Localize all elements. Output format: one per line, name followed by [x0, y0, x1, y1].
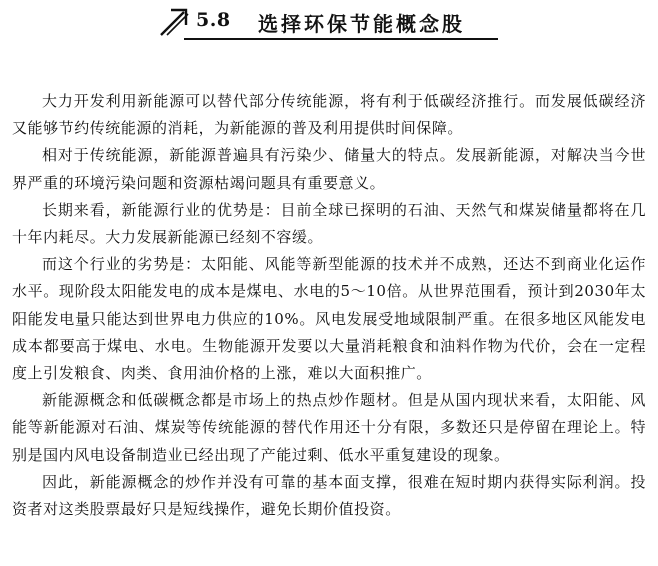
paragraph: 大力开发利用新能源可以替代部分传统能源，将有利于低碳经济推行。而发展低碳经济又能够节约传统能源的消耗，为新能源的普及利用提供时间保障。 — [12, 92, 646, 138]
paragraph: 新能源概念和低碳概念都是市场上的热点炒作题材。但是从国内现状来看，太阳能、风能等新能源对石油、煤炭等传统能源的替代作用还十分有限，多数还只是停留在理论上。特别是国内风电设备制造业已经出现了产能过剩、低水平重复建设的现象。 — [12, 391, 646, 464]
corner-arrow-icon — [158, 4, 192, 38]
section-title: 选择环保节能概念股 — [258, 12, 465, 36]
paragraph: 而这个行业的劣势是：太阳能、风能等新型能源的技术并不成熟，还达不到商业化运作水平。现阶段太阳能发电的成本是煤电、水电的5～10倍。从世界范围看，预计到2030年太阳能发电量只能达到世界电力供应的10%。风电发展受地域限制严重。在很多地区风能发电成本都要高于煤电、水电。生物能源开发要以大量消耗粮食和油料作物为代价，会在一定程度上引发粮食、肉类、食用油价格的上涨，难以大面积推广。 — [12, 255, 646, 383]
section-number: 5.8 — [196, 9, 231, 31]
paragraph: 因此，新能源概念的炒作并没有可靠的基本面支撑，很难在短时期内获得实际利润。投资者对这类股票最好只是短线操作，避免长期价值投资。 — [12, 472, 646, 519]
header-underline — [184, 38, 498, 40]
paragraph: 相对于传统能源，新能源普遍具有污染少、储量大的特点。发展新能源，对解决当今世界严重的环境污染问题和资源枯竭问题具有重要意义。 — [12, 146, 646, 192]
paragraph: 长期来看，新能源行业的优势是：目前全球已探明的石油、天然气和煤炭储量都将在几十年内耗尽。大力发展新能源已经刻不容缓。 — [12, 200, 646, 247]
article-body — [12, 88, 646, 523]
section-header — [158, 4, 498, 40]
